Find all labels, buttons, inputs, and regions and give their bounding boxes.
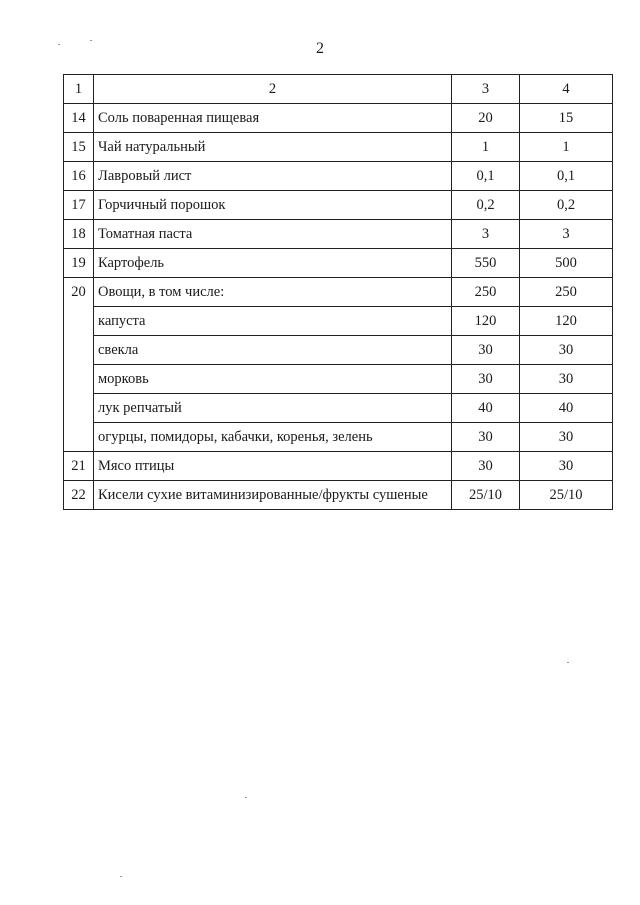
item-name: Лавровый лист: [94, 162, 452, 191]
table-row-subitem: [64, 365, 613, 394]
value-col-3: 30: [452, 336, 520, 365]
value-col-3: 0,1: [452, 162, 520, 191]
row-number: 14: [64, 104, 94, 133]
item-name: Горчичный порошок: [94, 191, 452, 220]
value-col-4: 0,2: [520, 191, 613, 220]
value-col-3: 120: [452, 307, 520, 336]
table-row: [64, 220, 613, 249]
value-col-3: 30: [452, 365, 520, 394]
row-number: 19: [64, 249, 94, 278]
header-col-4: 4: [520, 75, 613, 104]
value-col-4: 40: [520, 394, 613, 423]
value-col-4: 30: [520, 336, 613, 365]
value-col-3: 3: [452, 220, 520, 249]
food-norms-table: [63, 74, 613, 510]
table-row-subitem: [64, 336, 613, 365]
value-col-3: 20: [452, 104, 520, 133]
scan-speck: [90, 40, 92, 41]
value-col-4: 3: [520, 220, 613, 249]
value-col-3: 30: [452, 452, 520, 481]
scan-speck: [58, 44, 60, 45]
value-col-3: 30: [452, 423, 520, 452]
item-name: Соль поваренная пищевая: [94, 104, 452, 133]
table-row-subitem: [64, 394, 613, 423]
table-row: [64, 191, 613, 220]
header-col-3: 3: [452, 75, 520, 104]
table-row-group-title: [64, 278, 613, 307]
item-name: огурцы, помидоры, кабачки, коренья, зелень: [94, 423, 452, 452]
row-number: 22: [64, 481, 94, 510]
header-col-2: 2: [94, 75, 452, 104]
row-number: 17: [64, 191, 94, 220]
item-name: лук репчатый: [94, 394, 452, 423]
table-row: [64, 452, 613, 481]
table-row: [64, 249, 613, 278]
value-col-4: 30: [520, 423, 613, 452]
row-number: 20: [64, 278, 94, 452]
item-name: Томатная паста: [94, 220, 452, 249]
row-number: 21: [64, 452, 94, 481]
table-row: [64, 104, 613, 133]
value-col-4: 500: [520, 249, 613, 278]
item-name: свекла: [94, 336, 452, 365]
scan-speck: [567, 662, 569, 663]
table-row-subitem: [64, 423, 613, 452]
item-name: Мясо птицы: [94, 452, 452, 481]
value-col-3: 250: [452, 278, 520, 307]
value-col-3: 1: [452, 133, 520, 162]
scan-speck: [245, 797, 247, 798]
table-header-row: [64, 75, 613, 104]
value-col-4: 25/10: [520, 481, 613, 510]
row-number: 16: [64, 162, 94, 191]
value-col-3: 40: [452, 394, 520, 423]
value-col-3: 25/10: [452, 481, 520, 510]
row-number: 18: [64, 220, 94, 249]
value-col-4: 15: [520, 104, 613, 133]
value-col-4: 0,1: [520, 162, 613, 191]
scan-speck: [120, 876, 122, 877]
table-row-subitem: [64, 307, 613, 336]
table-row: [64, 481, 613, 510]
row-number: 15: [64, 133, 94, 162]
item-name: Картофель: [94, 249, 452, 278]
value-col-3: 550: [452, 249, 520, 278]
item-name: Кисели сухие витаминизированные/фрукты сушеные: [94, 481, 452, 510]
page-number: 2: [316, 40, 324, 57]
item-name: Овощи, в том числе:: [94, 278, 452, 307]
value-col-4: 30: [520, 452, 613, 481]
value-col-4: 1: [520, 133, 613, 162]
table-row: [64, 162, 613, 191]
header-col-1: 1: [64, 75, 94, 104]
table-row: [64, 133, 613, 162]
item-name: Чай натуральный: [94, 133, 452, 162]
value-col-3: 0,2: [452, 191, 520, 220]
item-name: морковь: [94, 365, 452, 394]
value-col-4: 250: [520, 278, 613, 307]
value-col-4: 120: [520, 307, 613, 336]
value-col-4: 30: [520, 365, 613, 394]
item-name: капуста: [94, 307, 452, 336]
